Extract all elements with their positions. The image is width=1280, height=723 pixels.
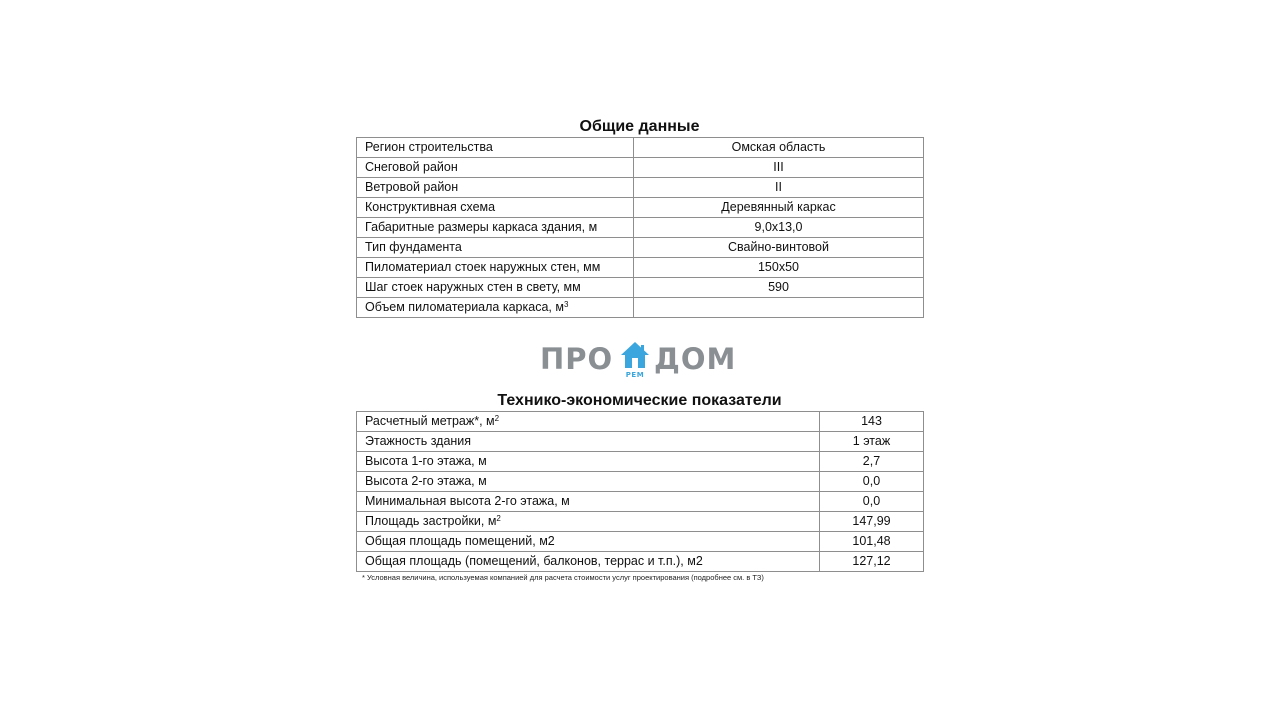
table-row bbox=[357, 218, 924, 238]
table-row bbox=[357, 532, 924, 552]
row-value: Омская область bbox=[634, 138, 924, 158]
row-label-superscript: 2 bbox=[496, 514, 501, 523]
general-data-title: Общие данные bbox=[579, 118, 700, 135]
table-row bbox=[357, 258, 924, 278]
row-value: 0,0 bbox=[820, 492, 924, 512]
row-value: Деревянный каркас bbox=[634, 198, 924, 218]
table-row bbox=[357, 238, 924, 258]
table-row bbox=[357, 552, 924, 572]
row-label bbox=[357, 412, 820, 432]
row-value: 101,48 bbox=[820, 532, 924, 552]
table-row bbox=[357, 432, 924, 452]
row-label bbox=[357, 512, 820, 532]
row-value: 143 bbox=[820, 412, 924, 432]
row-label: Высота 1-го этажа, м bbox=[357, 452, 820, 472]
row-label-text: Площадь застройки, м bbox=[365, 514, 497, 528]
row-label-text: Расчетный метраж*, м bbox=[365, 414, 495, 428]
row-label: Шаг стоек наружных стен в свету, мм bbox=[357, 278, 634, 298]
row-label-text: Объем пиломатериала каркаса, м bbox=[365, 300, 564, 314]
row-value: 150х50 bbox=[634, 258, 924, 278]
footnote: * Условная величина, используемая компанией для расчета стоимости услуг проектирования (подробнее см. в ТЗ) bbox=[362, 573, 764, 582]
table-row bbox=[357, 492, 924, 512]
row-value: 147,99 bbox=[820, 512, 924, 532]
row-label: Тип фундамента bbox=[357, 238, 634, 258]
table-row bbox=[357, 512, 924, 532]
row-value: 127,12 bbox=[820, 552, 924, 572]
table-row bbox=[357, 412, 924, 432]
row-label: Габаритные размеры каркаса здания, м bbox=[357, 218, 634, 238]
row-label: Снеговой район bbox=[357, 158, 634, 178]
row-value: 590 bbox=[634, 278, 924, 298]
company-logo bbox=[540, 340, 740, 382]
row-value: 9,0х13,0 bbox=[634, 218, 924, 238]
table-row bbox=[357, 198, 924, 218]
row-label: Регион строительства bbox=[357, 138, 634, 158]
table-row bbox=[357, 158, 924, 178]
row-value: II bbox=[634, 178, 924, 198]
row-value: Свайно-винтовой bbox=[634, 238, 924, 258]
logo-text-right: ДОМ bbox=[654, 342, 737, 376]
logo-text-left: ПРО bbox=[540, 342, 614, 376]
row-value bbox=[634, 298, 924, 318]
row-label: Конструктивная схема bbox=[357, 198, 634, 218]
table-row bbox=[357, 452, 924, 472]
house-icon bbox=[620, 340, 650, 370]
row-label bbox=[357, 298, 634, 318]
row-value: 1 этаж bbox=[820, 432, 924, 452]
row-label: Минимальная высота 2-го этажа, м bbox=[357, 492, 820, 512]
row-value: 0,0 bbox=[820, 472, 924, 492]
table-row bbox=[357, 278, 924, 298]
row-label: Ветровой район bbox=[357, 178, 634, 198]
tech-indicators-title: Технико-экономические показатели bbox=[497, 392, 782, 409]
row-label: Общая площадь (помещений, балконов, террас и т.п.), м2 bbox=[357, 552, 820, 572]
table-row bbox=[357, 472, 924, 492]
table-row bbox=[357, 138, 924, 158]
row-label-superscript: 2 bbox=[494, 414, 500, 423]
row-label-superscript: 3 bbox=[563, 300, 569, 309]
row-label: Этажность здания bbox=[357, 432, 820, 452]
table-row bbox=[357, 298, 924, 318]
tech-indicators-table bbox=[356, 411, 924, 572]
table-row bbox=[357, 178, 924, 198]
row-label: Общая площадь помещений, м2 bbox=[357, 532, 820, 552]
row-value: III bbox=[634, 158, 924, 178]
row-label: Пиломатериал стоек наружных стен, мм bbox=[357, 258, 634, 278]
row-value: 2,7 bbox=[820, 452, 924, 472]
logo-subtext: РЕМ bbox=[625, 371, 645, 379]
general-data-table bbox=[356, 137, 924, 318]
row-label: Высота 2-го этажа, м bbox=[357, 472, 820, 492]
